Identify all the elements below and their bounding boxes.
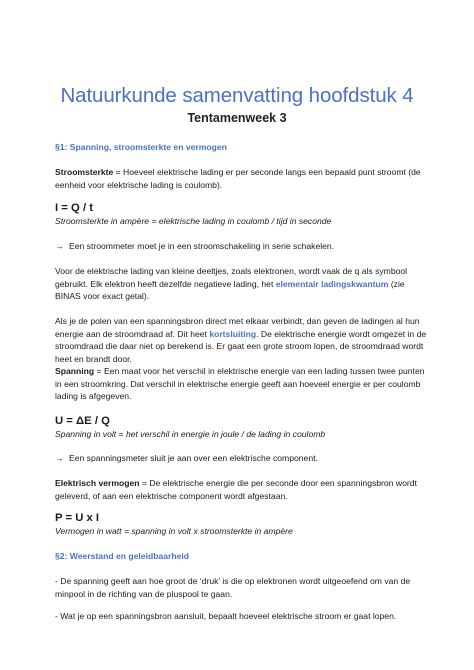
formula-power: P = U x I [55,512,100,524]
formula-current: I = Q / t [55,202,93,214]
highlight-kortsluiting: kortsluiting [209,328,257,339]
definition-stroomsterkte-text: = Hoeveel elektrische lading er per seconde langs een bepaald punt stroomt (de eenheid voor elektrische lading is coulomb). [55,167,421,190]
paragraph-charge [55,265,427,303]
arrow-right-icon: → [55,241,64,251]
definition-stroomsterkte [55,166,427,191]
note-voltmeter [55,452,427,465]
paragraph-short-circuit [55,315,427,365]
definition-elektrisch-vermogen-text: = De elektrische energie die per seconde door een spanningsbron wordt geleverd, of aan een elektrische component wordt afgestaan. [55,478,417,501]
definition-elektrisch-vermogen [55,477,427,502]
arrow-right-icon: → [55,453,64,463]
note-ammeter [55,240,427,253]
list-item-pressure: - De spanning geeft aan hoe groot de ‘druk’ is die op elektronen wordt uitgeoefend om van de minpool in de richting van de pluspool te gaan. [55,576,411,599]
term-spanning: Spanning [55,366,95,376]
section-1-heading: §1: Spanning, stroomsterkte en vermogen [55,142,227,152]
formula-current-caption: Stroomsterkte in ampère = elektrische lading in coulomb / tijd in seconde [55,216,332,226]
term-elektrisch-vermogen: Elektrisch vermogen [55,478,140,488]
definition-spanning [55,365,427,403]
paragraph-charge-text-1: Voor de elektrische lading van kleine deeltjes, zoals elektronen, wordt vaak de q als symbool gebruikt. Elk elektron heeft dezelfde negatieve lading, het [55,266,408,289]
note-voltmeter-text: Een spanningsmeter sluit je aan over een elektrische component. [69,453,318,463]
document-subtitle: Tentamenweek 3 [187,111,287,125]
definition-spanning-text: = Een maat voor het verschil in elektrische energie van een lading tussen twee punten in een stroomkring. Dat verschil in elektrische energie geeft aan hoeveel energie er per coulomb lading is afgegeven. [55,366,425,402]
formula-power-caption: Vermogen in watt = spanning in volt x stroomsterkte in ampère [55,526,293,536]
highlight-elementair-ladingskwantum: elementair ladingskwantum [275,278,389,289]
term-stroomsterkte: Stroomsterkte [55,167,114,177]
paragraph-charge-text-2: (zie BINAS voor exact getal). [55,278,405,302]
formula-voltage-caption: Spanning in volt = het verschil in energie in joule / de lading in coulomb [55,429,326,439]
document-title: Natuurkunde samenvatting hoofdstuk 4 [60,84,414,107]
note-ammeter-text: Een stroommeter moet je in een stroomschakeling in serie schakelen. [69,241,335,251]
paragraph-short-circuit-text-1: Als je de polen van een spanningsbron direct met elkaar verbindt, dan geven de ladingen al hun energie aan de stroomdraad af. Dit heet [55,316,420,339]
list-item-current-source: - Wat je op een spanningsbron aansluit, bepaalt hoeveel elektrische stroom er gaat lopen. [55,611,397,621]
paragraph-short-circuit-text-2: . De elektrische energie wordt omgezet in de stroomdraad die daar niet op berekend is. Er gaat een grote stroom lopen, de stroomdraad wordt heet en brandt door. [55,328,427,364]
section-2-heading: §2: Weerstand en geleidbaarheid [55,551,190,561]
formula-voltage: U = ΔE / Q [55,415,110,427]
